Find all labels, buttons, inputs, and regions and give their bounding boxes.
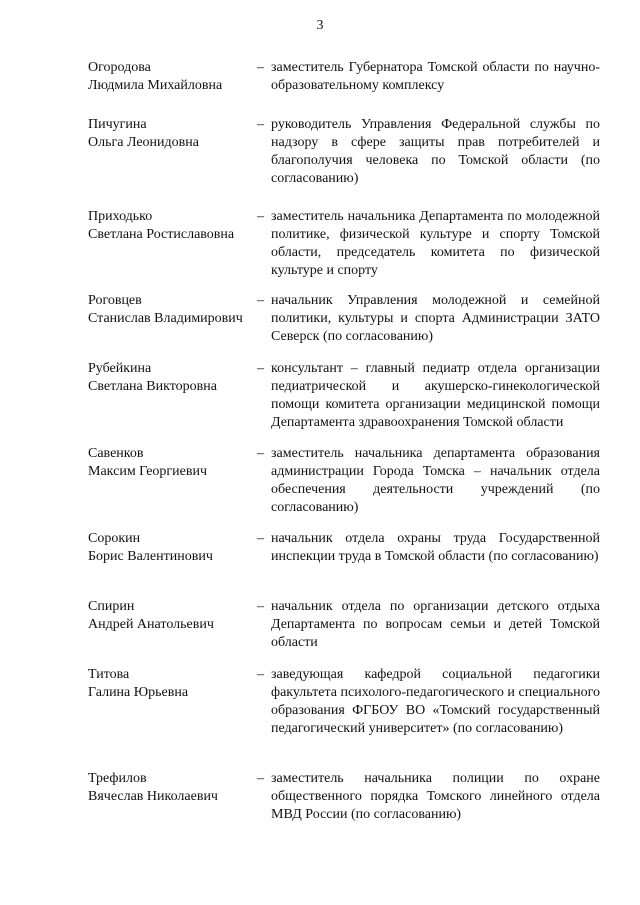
member-surname: Спирин [88, 599, 135, 614]
member-name [88, 598, 258, 634]
separator-dash: – [257, 60, 264, 75]
separator-dash: – [257, 209, 264, 224]
member-surname: Трефилов [88, 771, 147, 786]
member-name [88, 360, 258, 396]
member-surname: Титова [88, 667, 130, 682]
member-position: начальник Управления молодежной и семейной политики, культуры и спорта Администрации ЗАТО Северск (по согласованию) [271, 293, 600, 344]
member-name [88, 666, 258, 702]
member-given-names: Максим Георгиевич [88, 464, 208, 479]
member-surname: Рубейкина [88, 361, 152, 376]
separator-dash: – [257, 531, 264, 546]
member-name [88, 208, 258, 244]
member-given-names: Людмила Михайловна [88, 78, 223, 93]
member-given-names: Светлана Викторовна [88, 379, 217, 394]
page-number: 3 [316, 18, 324, 33]
member-position: руководитель Управления Федеральной службы по надзору в сфере защиты прав потребителей и благополучия человека по Томской области (по согласованию) [271, 117, 600, 186]
member-surname: Роговцев [88, 293, 142, 308]
separator-dash: – [257, 361, 264, 376]
member-position: заместитель начальника Департамента по молодежной политике, физической культуре и спорту Томской области, председатель комитета по физической культуре и спорту [271, 209, 600, 278]
member-given-names: Вячеслав Николаевич [88, 789, 218, 804]
member-given-names: Галина Юрьевна [88, 685, 189, 700]
member-given-names: Ольга Леонидовна [88, 135, 199, 150]
member-position: заместитель Губернатора Томской области по научно-образовательному комплексу [271, 60, 600, 93]
member-given-names: Борис Валентинович [88, 549, 213, 564]
separator-dash: – [257, 599, 264, 614]
member-position: заместитель начальника департамента образования администрации Города Томска – начальник отдела обеспечения деятельности учреждений (по согласованию) [271, 446, 600, 515]
member-surname: Пичугина [88, 117, 147, 132]
member-surname: Сорокин [88, 531, 141, 546]
member-given-names: Станислав Владимирович [88, 311, 243, 326]
member-given-names: Светлана Ростиславовна [88, 227, 235, 242]
separator-dash: – [257, 771, 264, 786]
member-position: заместитель начальника полиции по охране общественного порядка Томского линейного отдела МВД России (по согласованию) [271, 771, 600, 822]
member-given-names: Андрей Анатольевич [88, 617, 214, 632]
member-name [88, 59, 258, 95]
member-name [88, 530, 258, 566]
member-surname: Савенков [88, 446, 144, 461]
member-position: заведующая кафедрой социальной педагогики факультета психолого-педагогического и специального образования ФГБОУ ВО «Томский государственный педагогический университет» (по согласованию) [271, 667, 600, 736]
separator-dash: – [257, 446, 264, 461]
member-name [88, 116, 258, 152]
separator-dash: – [257, 293, 264, 308]
member-name [88, 770, 258, 806]
separator-dash: – [257, 117, 264, 132]
member-position: консультант – главный педиатр отдела организации педиатрической и акушерско-гинекологической помощи комитета организации медицинской помощи Департамента здравоохранения Томской области [271, 361, 600, 430]
member-position: начальник отдела по организации детского отдыха Департамента по вопросам семьи и детей Томской области [271, 599, 600, 650]
separator-dash: – [257, 667, 264, 682]
member-surname: Огородова [88, 60, 151, 75]
member-name [88, 292, 258, 328]
member-position: начальник отдела охраны труда Государственной инспекции труда в Томской области (по согласованию) [271, 531, 600, 564]
member-surname: Приходько [88, 209, 153, 224]
member-name [88, 445, 258, 481]
